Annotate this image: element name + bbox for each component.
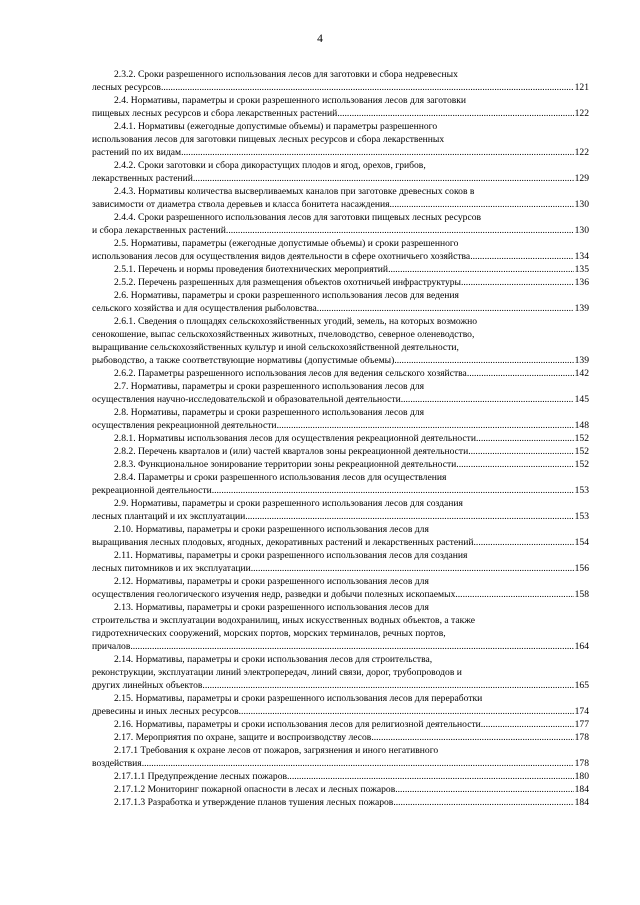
toc-page-number: 129	[574, 173, 589, 184]
toc-entry[interactable]	[92, 276, 589, 289]
toc-page-number: 153	[574, 511, 589, 522]
toc-entry[interactable]	[92, 237, 589, 263]
toc-page-number: 145	[574, 394, 589, 405]
toc-page-number: 135	[574, 264, 589, 275]
dot-leader	[476, 432, 574, 445]
dot-leader	[395, 783, 573, 796]
toc-entry-text: 2.4.2. Сроки заготовки и сбора дикорастущих плодов и ягод, орехов, грибов,	[114, 160, 426, 171]
toc-entry[interactable]	[92, 718, 589, 731]
toc-entry-text: сенокошение, выпас сельскохозяйственных животных, пчеловодство, северное оленеводство,	[92, 329, 475, 340]
toc-entry-text: 2.14. Нормативы, параметры и сроки использования лесов для строительства,	[114, 654, 433, 665]
toc-entry-text: 2.9. Нормативы, параметры и сроки разрешенного использования лесов для создания	[114, 498, 463, 509]
dot-leader	[181, 146, 574, 159]
toc-entry-last-line	[92, 445, 589, 458]
toc-page-number: 139	[574, 355, 589, 366]
toc-entry-text: 2.6.1. Сведения о площадях сельскохозяйственных угодий, земель, на которых возможно	[114, 316, 478, 327]
toc-entry-last-line	[92, 796, 589, 809]
toc-page-number: 178	[574, 732, 589, 743]
dot-leader	[277, 419, 574, 432]
toc-page-number: 174	[574, 706, 589, 717]
toc-entry[interactable]	[92, 796, 589, 809]
toc-entry[interactable]	[92, 497, 589, 523]
dot-leader	[251, 562, 574, 575]
toc-entry-text: 2.3.2. Сроки разрешенного использования лесов для заготовки и сбора недревесных	[114, 69, 458, 80]
table-of-contents	[92, 68, 589, 809]
toc-entry[interactable]	[92, 315, 589, 367]
toc-page-number: 152	[574, 459, 589, 470]
toc-entry-last-line	[92, 679, 589, 692]
toc-entry[interactable]	[92, 94, 589, 120]
toc-page-number: 178	[574, 758, 589, 769]
toc-entry-text: пищевых лесных ресурсов и сбора лекарственных растений	[92, 108, 338, 119]
dot-leader	[401, 393, 574, 406]
toc-entry-text: осуществления геологического изучения недр, разведки и добычи полезных ископаемых	[92, 589, 456, 600]
toc-entry-text: лесных ресурсов	[92, 82, 161, 93]
toc-page-number: 152	[574, 446, 589, 457]
toc-entry[interactable]	[92, 731, 589, 744]
dot-leader	[388, 263, 574, 276]
toc-entry-text: использования лесов для заготовки пищевых лесных ресурсов и сбора лекарственных	[92, 134, 445, 145]
dot-leader	[371, 731, 573, 744]
toc-entry-text: 2.12. Нормативы, параметры и сроки разрешенного использования лесов для	[114, 576, 429, 587]
dot-leader	[239, 705, 574, 718]
dot-leader	[317, 302, 574, 315]
toc-entry-last-line	[92, 250, 589, 263]
toc-page-number: 184	[574, 797, 589, 808]
dot-leader	[456, 458, 573, 471]
toc-entry-last-line	[92, 757, 589, 770]
toc-entry-text: и сбора лекарственных растений	[92, 225, 226, 236]
toc-entry[interactable]	[92, 458, 589, 471]
dot-leader	[468, 445, 573, 458]
toc-page-number: 130	[574, 199, 589, 210]
toc-entry-last-line	[92, 367, 589, 380]
toc-entry-text: сельского хозяйства и для осуществления рыболовства	[92, 303, 317, 314]
toc-entry-text: лесных плантаций и их эксплуатации	[92, 511, 246, 522]
toc-entry-text: 2.4.1. Нормативы (ежегодные допустимые объемы) и параметры разрешенного	[114, 121, 438, 132]
toc-page-number: 121	[574, 82, 589, 93]
toc-entry-text: 2.17. Мероприятия по охране, защите и воспроизводству лесов	[114, 732, 372, 743]
toc-entry-last-line	[92, 588, 589, 601]
dot-leader	[212, 484, 574, 497]
dot-leader	[142, 757, 574, 770]
dot-leader	[393, 796, 573, 809]
toc-page-number: 184	[574, 784, 589, 795]
toc-entry-last-line	[92, 354, 589, 367]
toc-entry-text: 2.8. Нормативы, параметры и сроки разрешенного использования лесов для	[114, 407, 425, 418]
toc-entry-last-line	[92, 146, 589, 159]
toc-entry-last-line	[92, 510, 589, 523]
toc-entry-text: воздействия	[92, 758, 142, 769]
toc-entry[interactable]	[92, 653, 589, 692]
toc-entry-last-line	[92, 419, 589, 432]
toc-entry-text: рыбоводство, а также соответствующие нормативы (допустимые объемы)	[92, 355, 395, 366]
toc-entry-text: 2.8.3. Функциональное зонирование территории зоны рекреационной деятельности	[114, 459, 457, 470]
toc-entry-last-line	[92, 393, 589, 406]
toc-entry-last-line	[92, 731, 589, 744]
toc-entry-text: лекарственных растений	[92, 173, 193, 184]
toc-entry-text: 2.4. Нормативы, параметры и сроки разрешенного использования лесов для заготовки	[114, 95, 467, 106]
toc-entry[interactable]	[92, 471, 589, 497]
dot-leader	[245, 510, 573, 523]
dot-leader	[394, 354, 573, 367]
toc-entry[interactable]	[92, 432, 589, 445]
toc-entry[interactable]	[92, 770, 589, 783]
toc-entry[interactable]	[92, 744, 589, 770]
dot-leader	[130, 640, 573, 653]
toc-entry-last-line	[92, 276, 589, 289]
toc-entry-text: 2.11. Нормативы, параметры и сроки разрешенного использования лесов для создания	[114, 550, 468, 561]
toc-entry-last-line	[92, 224, 589, 237]
toc-entry-last-line	[92, 536, 589, 549]
toc-entry-text: 2.8.4. Параметры и сроки разрешенного использования лесов для осуществления	[114, 472, 447, 483]
toc-entry-last-line	[92, 562, 589, 575]
toc-entry[interactable]	[92, 263, 589, 276]
toc-entry-text: 2.6. Нормативы, параметры и сроки разрешенного использования лесов для ведения	[114, 290, 459, 301]
toc-entry[interactable]	[92, 68, 589, 94]
toc-entry[interactable]	[92, 211, 589, 237]
toc-entry-text: осуществления научно-исследовательской и образовательной деятельности	[92, 394, 401, 405]
toc-page-number: 136	[574, 277, 589, 288]
toc-entry-text: 2.5. Нормативы, параметры (ежегодные допустимые объемы) и сроки разрешенного	[114, 238, 459, 249]
dot-leader	[474, 536, 574, 549]
toc-entry-last-line	[92, 484, 589, 497]
toc-entry-last-line	[92, 718, 589, 731]
toc-entry-text: растений по их видам	[92, 147, 182, 158]
toc-entry-last-line	[92, 263, 589, 276]
toc-entry-text: строительства и эксплуатации водохранилищ, иных искусственных водных объектов, а также	[92, 615, 476, 626]
toc-entry-text: выращивания лесных плодовых, ягодных, декоративных растений и лекарственных растений	[92, 537, 474, 548]
toc-entry-text: причалов	[92, 641, 131, 652]
toc-entry-last-line	[92, 705, 589, 718]
toc-entry-text: 2.13. Нормативы, параметры и сроки разрешенного использования лесов для	[114, 602, 429, 613]
dot-leader	[481, 718, 574, 731]
toc-entry[interactable]	[92, 159, 589, 185]
toc-entry-text: 2.8.1. Нормативы использования лесов для осуществления рекреационной деятельности	[114, 433, 477, 444]
dot-leader	[467, 367, 574, 380]
toc-entry-text: 2.8.2. Перечень кварталов и (или) частей кварталов зоны рекреационной деятельности	[114, 446, 469, 457]
toc-entry-text: 2.5.2. Перечень разрешенных для размещения объектов охотничьей инфраструктуры	[114, 277, 461, 288]
toc-entry[interactable]	[92, 380, 589, 406]
dot-leader	[455, 588, 573, 601]
toc-entry[interactable]	[92, 523, 589, 549]
toc-entry-text: выращивание сельскохозяйственных культур и иной сельскохозяйственной деятельности,	[92, 342, 459, 353]
toc-entry-text: 2.17.1 Требования к охране лесов от пожаров, загрязнения и иного негативного	[114, 745, 439, 756]
toc-entry[interactable]	[92, 289, 589, 315]
toc-page-number: 180	[574, 771, 589, 782]
toc-entry-text: 2.17.1.2 Мониторинг пожарной опасности в лесах и лесных пожаров	[114, 784, 396, 795]
toc-entry-text: 2.17.1.3 Разработка и утверждение планов тушения лесных пожаров	[114, 797, 394, 808]
toc-entry-last-line	[92, 172, 589, 185]
toc-entry-text: 2.7. Нормативы, параметры и сроки разрешенного использования лесов для	[114, 381, 425, 392]
dot-leader	[193, 172, 574, 185]
toc-page-number: 153	[574, 485, 589, 496]
toc-entry-text: 2.5.1. Перечень и нормы проведения биотехнических мероприятий	[114, 264, 389, 275]
toc-entry[interactable]	[92, 575, 589, 601]
toc-entry-last-line	[92, 432, 589, 445]
toc-entry-text: рекреационной деятельности	[92, 485, 212, 496]
dot-leader	[226, 224, 574, 237]
toc-entry-text: использования лесов для осуществления видов деятельности в сфере охотничьего хозяйства	[92, 251, 471, 262]
toc-entry-text: реконструкции, эксплуатации линий электропередач, линий связи, дорог, трубопроводов и	[92, 667, 462, 678]
toc-entry-text: 2.4.3. Нормативы количества высверливаемых каналов при заготовке древесных соков в	[114, 186, 475, 197]
dot-leader	[161, 81, 574, 94]
toc-entry-last-line	[92, 640, 589, 653]
dot-leader	[390, 198, 574, 211]
dot-leader	[287, 770, 574, 783]
dot-leader	[202, 679, 573, 692]
toc-entry[interactable]	[92, 601, 589, 653]
toc-entry-last-line	[92, 107, 589, 120]
toc-entry-text: 2.17.1.1 Предупреждение лесных пожаров	[114, 771, 288, 782]
page-number: 4	[317, 33, 323, 45]
toc-entry-text: древесины и иных лесных ресурсов	[92, 706, 239, 717]
toc-page-number: 139	[574, 303, 589, 314]
dot-leader	[461, 276, 574, 289]
toc-entry-text: гидротехнических сооружений, морских портов, морских терминалов, речных портов,	[92, 628, 446, 639]
toc-entry-last-line	[92, 302, 589, 315]
toc-page-number: 130	[574, 225, 589, 236]
toc-page-number: 122	[574, 147, 589, 158]
toc-entry-last-line	[92, 81, 589, 94]
toc-entry[interactable]	[92, 783, 589, 796]
toc-page-number: 134	[574, 251, 589, 262]
toc-entry[interactable]	[92, 406, 589, 432]
toc-entry-last-line	[92, 770, 589, 783]
toc-page-number: 142	[574, 368, 589, 379]
toc-entry[interactable]	[92, 445, 589, 458]
toc-entry-last-line	[92, 783, 589, 796]
toc-page-number: 158	[574, 589, 589, 600]
toc-entry[interactable]	[92, 549, 589, 575]
toc-page-number: 152	[574, 433, 589, 444]
toc-page-number: 177	[574, 719, 589, 730]
toc-page-number: 148	[574, 420, 589, 431]
toc-entry-text: других линейных объектов	[92, 680, 203, 691]
toc-entry-text: лесных питомников и их эксплуатации	[92, 563, 251, 574]
toc-page-number: 156	[574, 563, 589, 574]
toc-entry-text: 2.10. Нормативы, параметры и сроки разрешенного использования лесов для	[114, 524, 429, 535]
toc-entry-text: 2.4.4. Сроки разрешенного использования лесов для заготовки пищевых лесных ресурсов	[114, 212, 482, 223]
dot-leader	[470, 250, 573, 263]
toc-page-number: 164	[574, 641, 589, 652]
toc-entry-last-line	[92, 458, 589, 471]
toc-entry-text: 2.15. Нормативы, параметры и сроки разрешенного использования лесов для переработки	[114, 693, 483, 704]
toc-entry[interactable]	[92, 185, 589, 211]
dot-leader	[337, 107, 573, 120]
toc-entry-text: 2.6.2. Параметры разрешенного использования лесов для ведения сельского хозяйства	[114, 368, 467, 379]
toc-entry-text: 2.16. Нормативы, параметры и сроки использования лесов для религиозной деятельности	[114, 719, 481, 730]
toc-entry-text: осуществления рекреационной деятельности	[92, 420, 277, 431]
toc-page-number: 165	[574, 680, 589, 691]
toc-entry[interactable]	[92, 120, 589, 159]
toc-entry[interactable]	[92, 367, 589, 380]
toc-entry-text: зависимости от диаметра ствола деревьев и класса бонитета насаждения	[92, 199, 390, 210]
toc-page-number: 154	[574, 537, 589, 548]
toc-entry-last-line	[92, 198, 589, 211]
toc-page-number: 122	[574, 108, 589, 119]
toc-entry[interactable]	[92, 692, 589, 718]
